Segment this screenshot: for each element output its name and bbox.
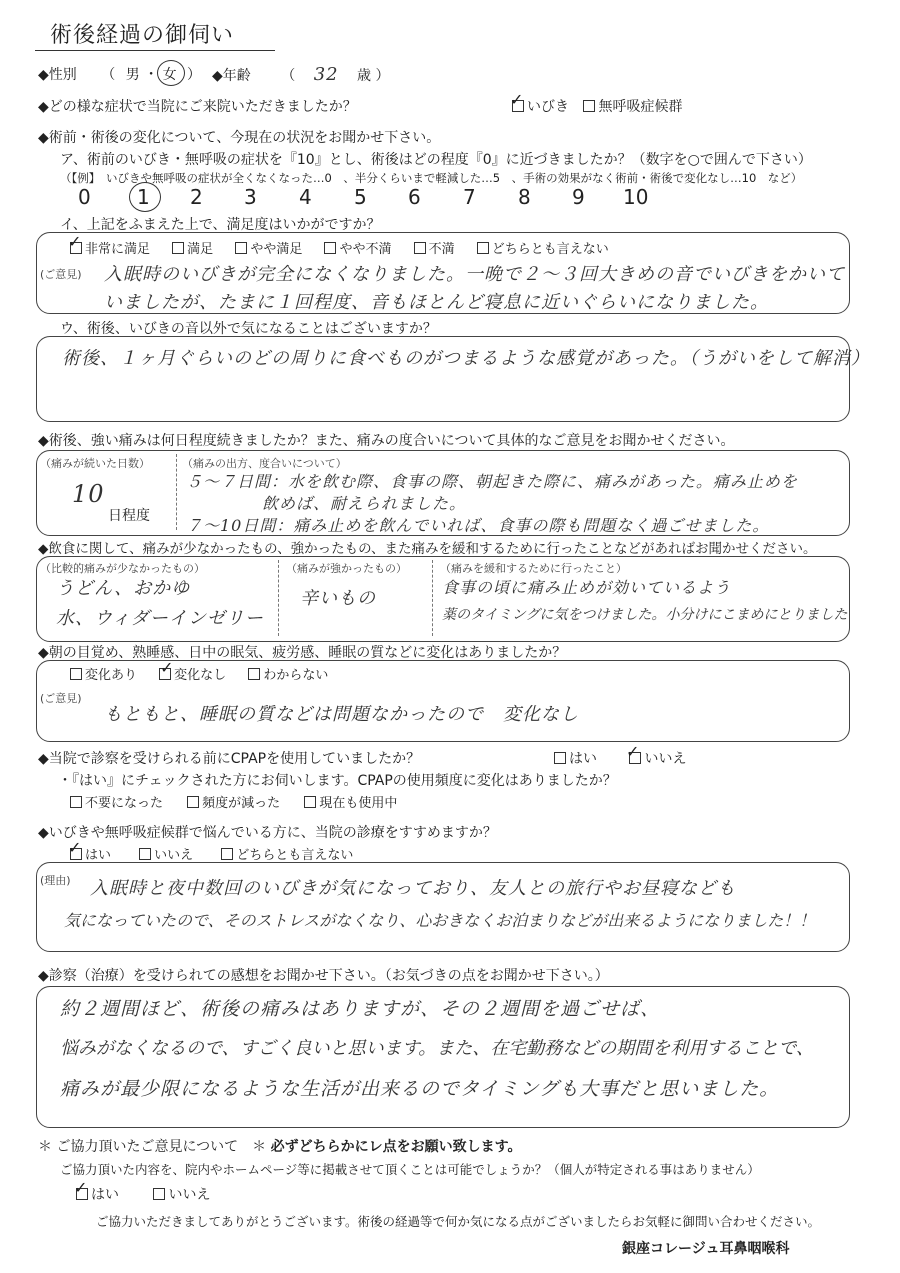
checkbox-cpap-yes[interactable] (554, 752, 566, 764)
scale-4[interactable]: 4 (299, 185, 312, 209)
checkbox-neither[interactable] (477, 242, 489, 254)
age-unit: 歳 (357, 68, 372, 84)
clinic-name: 銀座コレージュ耳鼻咽喉科 (622, 1241, 790, 1257)
q2-text: ◆術前・術後の変化について、今現在の状況をお聞かせ下さい。 (38, 130, 441, 146)
checkbox-consent-no[interactable] (153, 1188, 165, 1200)
checkbox-somewhat-dissatisfied[interactable] (324, 242, 336, 254)
scale-selection-circle (129, 182, 161, 212)
age-label: ◆年齢 (212, 68, 251, 84)
age-value[interactable]: 32 (313, 64, 339, 85)
q7-text: ◆いびきや無呼吸症候群で悩んでいる方に、当院の診療をすすめますか？ (38, 825, 497, 841)
strong-value: 辛いもの (300, 588, 376, 609)
consent-bold: 必ずどちらかにレ点をお願い致します。 (270, 1139, 522, 1155)
q8-text: ◆診察（治療）を受けられての感想をお聞かせ下さい。（お気づきの点をお聞かせ下さい。） (38, 968, 609, 984)
detail-line-3: ７〜10日間：痛み止めを飲んでいれば、食事の際も問題なく過ごせました。 (186, 516, 770, 535)
scale-10[interactable]: 10 (623, 185, 649, 209)
consent-options: はい いいえ (76, 1184, 210, 1204)
check-mark-icon: ✓ (68, 838, 82, 857)
checkbox-unknown[interactable] (248, 668, 260, 680)
q8-line-1: 約２週間ほど、術後の痛みはありますが、その２週間を過ごせば、 (60, 998, 661, 1020)
scale-6[interactable]: 6 (408, 185, 421, 209)
q8-line-2: 悩みがなくなるので、すごく良いと思います。また、在宅勤務などの期間を利用することで、 (60, 1038, 814, 1059)
days-label: （痛みが続いた日数） (40, 457, 150, 470)
gender-female[interactable]: 女 (162, 67, 177, 83)
scale-1[interactable]: 1 (137, 185, 150, 209)
q2-u-text: ウ、術後、いびきの音以外で気になることはございますか？ (60, 321, 437, 337)
q2-i-text: イ、上記をふまえた上で、満足度はいかがですか？ (60, 217, 381, 233)
gender-selection-circle (157, 60, 185, 86)
gender-male[interactable]: 男 (125, 67, 140, 83)
check-mark-icon: ✓ (74, 1178, 88, 1197)
scale-7[interactable]: 7 (463, 185, 476, 209)
scale-0[interactable]: 0 (78, 185, 91, 209)
scale-2[interactable]: 2 (190, 185, 203, 209)
detail-line-2: 飲めば、耐えられました。 (262, 494, 467, 513)
scale-9[interactable]: 9 (572, 185, 585, 209)
divider (176, 454, 177, 530)
page-title: 術後経過の御伺い (50, 23, 235, 48)
detail-line-1: ５〜７日間：水を飲む際、食事の際、朝起きた際に、痛みがあった。痛み止めを (186, 472, 798, 491)
opinion-line-1: 入眠時のいびきが完全になくなりました。一晩で２〜３回大きめの音でいびきをかいて (104, 264, 845, 285)
q6-sub-text: ・『はい』にチェックされた方にお伺いします。CPAPの使用頻度に変化はありましたか？ (58, 773, 617, 789)
check-mark-icon: ✓ (68, 232, 82, 251)
less-line-2: 水、ウィダーインゼリー (56, 608, 264, 629)
q5-opinion: もともと、睡眠の質などは問題なかったので 変化なし (104, 704, 579, 725)
q8-line-3: 痛みが最少限になるような生活が出来るのでタイミングも大事だと思いました。 (60, 1078, 780, 1100)
q1-option-snoring: いびき (527, 99, 569, 115)
consent-title: ＊ ご協力頂いたご意見について ＊ (38, 1139, 267, 1155)
satisfaction-options: 非常に満足 満足 やや満足 やや不満 不満 どちらとも言えない (70, 238, 609, 257)
checkbox-recommend-neither[interactable] (221, 848, 233, 860)
u-answer: 術後、１ヶ月ぐらいのどの周りに食べものがつまるような感覚があった。（うがいをして解消） (62, 348, 870, 369)
q2-example: （【例】 いびきや無呼吸の症状が全くなくなった…0 、半分くらいまで軽減した…5 、手術の効果がなく術前・術後で変化なし…10 など） (60, 171, 803, 185)
opinion-label: (ご意見) (40, 268, 82, 281)
check-mark-icon: ✓ (510, 90, 524, 109)
less-line-1: うどん、おかゆ (56, 578, 191, 599)
scale-3[interactable]: 3 (244, 185, 257, 209)
q1-option-apnea: 無呼吸症候群 (598, 99, 683, 115)
checkbox-still-using[interactable] (304, 796, 316, 808)
title-underline (35, 50, 275, 51)
consent-question: ご協力頂いた内容を、院内やホームページ等に掲載させて頂くことは可能でしょうか？（個人が特定される事はありません） (60, 1162, 760, 1177)
q1-options (512, 96, 682, 116)
relief-line-1: 食事の頃に痛み止めが効いているよう (442, 578, 732, 597)
q5-opinion-label: (ご意見) (40, 692, 82, 705)
less-label: （比較的痛みが少なかったもの） (40, 562, 205, 575)
age-row: ◆年齢 （ 32 歳 ） (212, 64, 390, 85)
detail-label: （痛みの出方、度合いについて） (182, 457, 347, 470)
opinion-line-2: いましたが、たまに１回程度、音もほとんど寝息に近いぐらいになりました。 (104, 292, 769, 313)
q1-text: ◆どの様な症状で当院にご来院いただきましたか？ (38, 99, 357, 115)
reason-line-1: 入眠時と夜中数回のいびきが気になっており、友人との旅行やお昼寝なども (90, 878, 736, 899)
check-mark-icon: ✓ (160, 658, 174, 677)
checkbox-recommend-no[interactable] (139, 848, 151, 860)
checkbox-no-longer-needed[interactable] (70, 796, 82, 808)
q3-text: ◆術後、強い痛みは何日程度続きましたか？また、痛みの度合いについて具体的なご意見をお聞かせください。 (38, 433, 735, 449)
q6-text: ◆当院で診察を受けられる前にCPAPを使用していましたか？ (38, 751, 421, 767)
q5-options: 変化あり 変化なし わからない (70, 664, 328, 683)
thanks-text: ご協力いただきましてありがとうございます。術後の経過等で何か気になる点がございましたらお気軽に御問い合わせください。 (96, 1214, 821, 1229)
days-unit: 日程度 (108, 508, 150, 524)
q7-options: はい いいえ どちらとも言えない (70, 844, 353, 863)
gender-row: ◆性別 （ 男 ・ 女 ） (38, 67, 202, 83)
q5-text: ◆朝の目覚め、熟睡感、日中の眠気、疲労感、睡眠の質などに変化はありましたか？ (38, 645, 567, 661)
q2-a-text: ア、術前のいびき・無呼吸の症状を『10』とし、術後はどの程度『0』に近づきましたか？（数字を○で囲んで下さい） (60, 152, 812, 168)
checkbox-apnea[interactable] (583, 100, 595, 112)
relief-line-2: 薬のタイミングに気をつけました。小分けにこまめにとりました (442, 607, 848, 623)
divider (278, 560, 279, 636)
reason-line-2: 気になっていたので、そのストレスがなくなり、心おきなくお泊まりなどが出来るようになりました！！ (64, 911, 816, 930)
divider (432, 560, 433, 636)
scale-5[interactable]: 5 (354, 185, 367, 209)
q6-sub-options: 不要になった 頻度が減った 現在も使用中 (70, 792, 397, 811)
gender-label: ◆性別 (38, 67, 77, 83)
reason-label: (理由) (40, 874, 71, 887)
consent-header (38, 1136, 522, 1156)
checkbox-changed[interactable] (70, 668, 82, 680)
checkbox-satisfied[interactable] (172, 242, 184, 254)
check-mark-icon: ✓ (626, 742, 640, 761)
checkbox-somewhat-satisfied[interactable] (235, 242, 247, 254)
scale-8[interactable]: 8 (518, 185, 531, 209)
q4-text: ◆飲食に関して、痛みが少なかったもの、強かったもの、また痛みを緩和するために行ったことなどがあればお聞かせください。 (38, 541, 817, 557)
checkbox-reduced[interactable] (187, 796, 199, 808)
checkbox-dissatisfied[interactable] (414, 242, 426, 254)
days-value[interactable]: 10 (72, 480, 105, 508)
q6-options: はい いいえ (554, 748, 686, 768)
strong-label: （痛みが強かったもの） (286, 562, 407, 575)
relief-label: （痛みを緩和するために行ったこと） (440, 562, 627, 575)
